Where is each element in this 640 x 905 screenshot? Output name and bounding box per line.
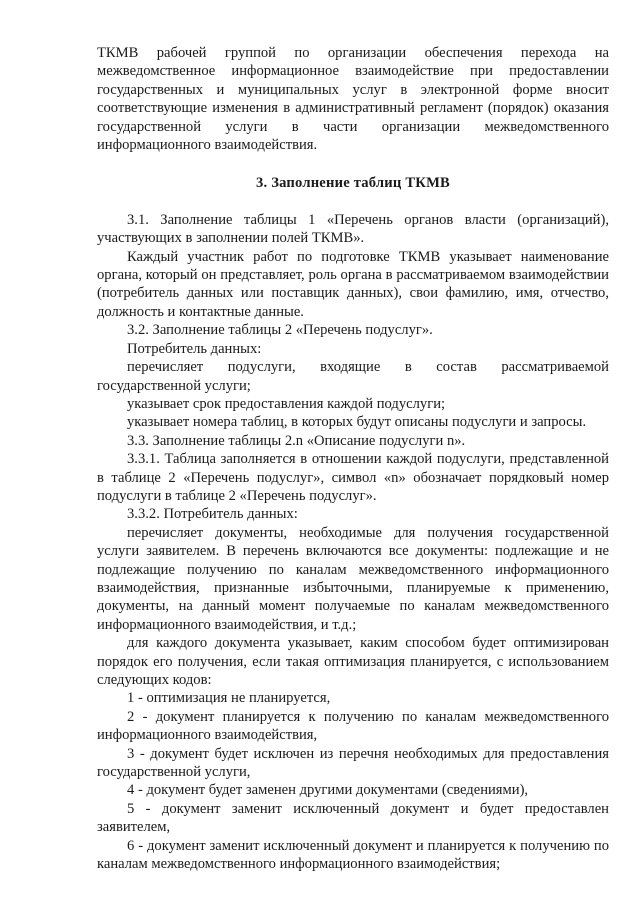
paragraph-consumer: Потребитель данных: [127, 340, 262, 357]
code-item-5: 5 - документ заменит исключенный документ и будет предоставлен заявителем, [97, 800, 609, 836]
paragraph-list-subservices: перечисляет подуслуги, входящие в состав рассматриваемой государственной услуги; [97, 359, 609, 394]
paragraph-participants: Каждый участник работ по подготовке ТКМВ указывает наименование органа, который он представляет, роль органа в рассматриваемом взаимодействии (потребитель данных или поставщик данных), свои фамилию, имя, отчество, должность и контактные данные. [97, 248, 609, 320]
paragraph-documents: перечисляет документы, необходимые для получения государственной услуги заявителем. В перечень включаются все документы: подлежащие и не подлежащие получению по каналам межведомственного информационного взаимодействия, признанные избыточными, планируемые к применению, документы, на данный момент получаемые по каналам межведомственного информационного взаимодействия, и т.д.; [97, 524, 609, 633]
paragraph-3-3: 3.3. Заполнение таблицы 2.n «Описание подуслуги n». [127, 432, 466, 449]
paragraph-3-2: 3.2. Заполнение таблицы 2 «Перечень подуслуг». [127, 322, 433, 339]
paragraph-3-3-2: 3.3.2. Потребитель данных: [127, 506, 298, 523]
code-item-1: 1 - оптимизация не планируется, [127, 690, 331, 707]
code-item-4: 4 - документ будет заменен другими документами (сведениями), [127, 782, 529, 799]
code-item-2: 2 - документ планируется к получению по каналам межведомственного информационного взаимодействия, [97, 708, 609, 744]
paragraph-codes-intro: для каждого документа указывает, каким способом будет оптимизирован порядок его получения, если такая оптимизация планируется, с использованием следующих кодов: [97, 635, 609, 688]
intro-paragraph: ТКМВ рабочей группой по организации обеспечения перехода на межведомственное информационное взаимодействие при предоставлении государственных и муниципальных услуг в электронной форме вносит соответствующие изменения в административный регламент (порядок) оказания государственной услуги в части организации межведомственного информационного взаимодействия. [97, 45, 609, 154]
paragraph-table-numbers: указывает номера таблиц, в которых будут описаны подуслуги и запросы. [127, 414, 587, 431]
code-item-6: 6 - документ заменит исключенный документ и планируется к получению по каналам межведомственного информационного взаимодействия; [97, 837, 609, 873]
code-item-3: 3 - документ будет исключен из перечня необходимых для предоставления государственной услуги, [97, 745, 609, 781]
document-body [97, 44, 609, 873]
section-heading: 3. Заполнение таблиц ТКМВ [256, 175, 450, 192]
paragraph-3-3-1: 3.3.1. Таблица заполняется в отношении каждой подуслуги, представленной в таблице 2 «Перечень подуслуг», символ «n» обозначает порядковый номер подуслуги в таблице 2 «Перечень подуслуг». [97, 451, 609, 504]
paragraph-3-1: 3.1. Заполнение таблицы 1 «Перечень органов власти (организаций), участвующих в заполнении полей ТКМВ». [97, 211, 609, 247]
paragraph-term: указывает срок предоставления каждой подуслуги; [127, 395, 446, 412]
